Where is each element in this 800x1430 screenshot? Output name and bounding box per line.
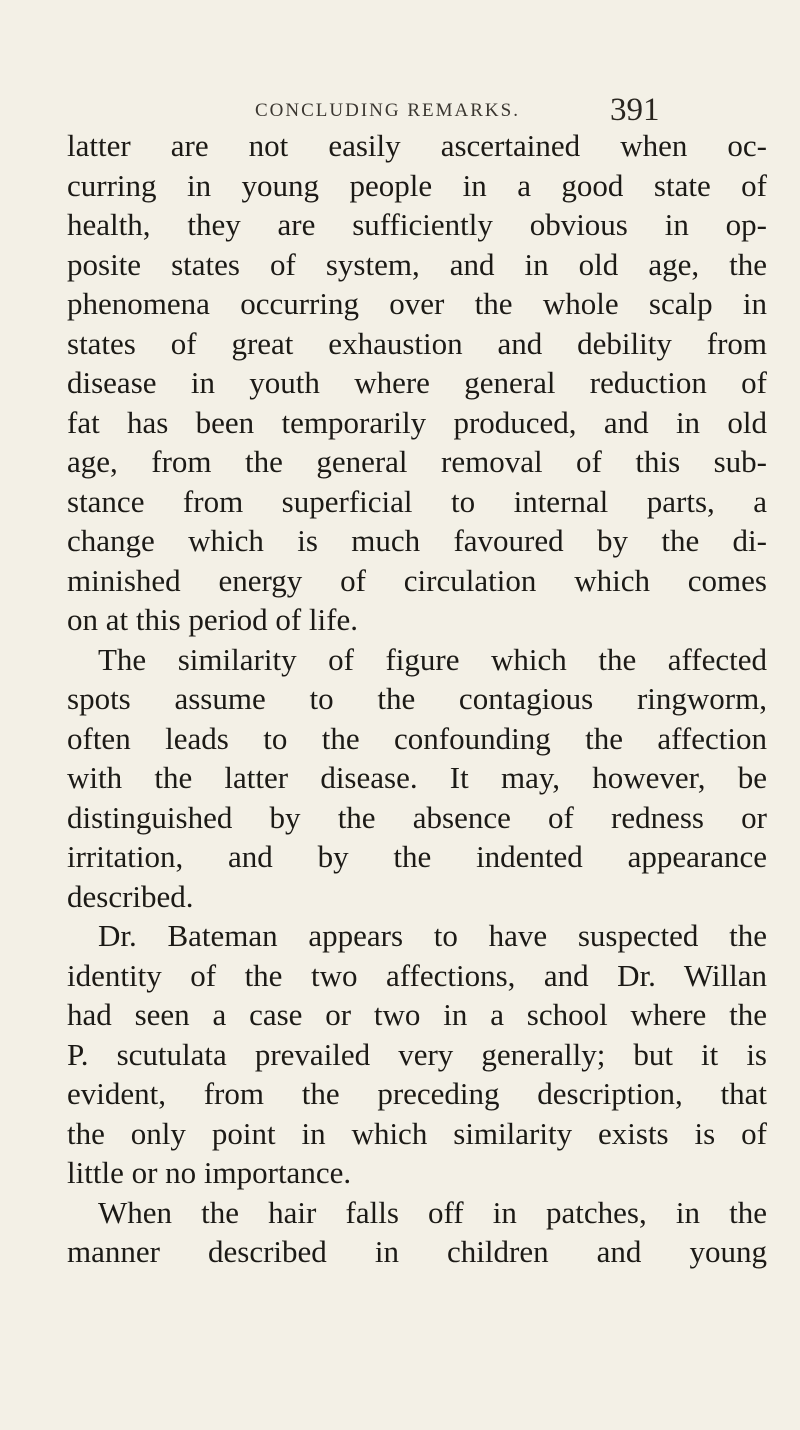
text-line: minished energy of circulation which comes [67, 562, 767, 598]
text-line: irritation, and by the indented appearance [67, 839, 767, 874]
text-line: on at this period of life. [67, 602, 358, 637]
text-line: spots assume to the contagious ringworm, [67, 681, 767, 716]
text-line: had seen a case or two in a school where the [67, 997, 767, 1032]
text-line: fat has been temporarily produced, and in old [67, 404, 767, 440]
text-line: the only point in which similarity exists is of [67, 1115, 767, 1151]
text-line: posite states of system, and in old age, the [67, 246, 767, 282]
running-head: CONCLUDING REMARKS. [255, 100, 520, 121]
page-number: 391 [610, 92, 660, 128]
text-line: evident, from the preceding description, that [67, 1076, 767, 1111]
body-text [67, 126, 767, 1272]
text-line: stance from superficial to internal parts, a [67, 483, 767, 519]
text-line: latter are not easily ascertained when oc- [67, 128, 767, 163]
text-line: health, they are sufficiently obvious in op- [67, 207, 767, 242]
paragraph-start-line: When the hair falls off in patches, in the [98, 1194, 767, 1230]
text-line: often leads to the confounding the affection [67, 720, 767, 756]
text-line: identity of the two affections, and Dr. Willan [67, 957, 767, 993]
paragraph-start-line: The similarity of figure which the affected [98, 641, 767, 677]
text-line: P. scutulata prevailed very generally; but it is [67, 1036, 767, 1072]
text-line: curring in young people in a good state of [67, 167, 767, 203]
text-line: change which is much favoured by the di- [67, 523, 767, 558]
text-line: little or no importance. [67, 1155, 352, 1190]
text-line: disease in youth where general reduction of [67, 365, 767, 400]
text-line: manner described in children and young [67, 1234, 767, 1269]
text-line: age, from the general removal of this sub- [67, 444, 767, 479]
text-line: phenomena occurring over the whole scalp in [67, 286, 767, 321]
paragraph-start-line: Dr. Bateman appears to have suspected the [98, 918, 767, 953]
text-line: states of great exhaustion and debility from [67, 325, 767, 361]
text-line: described. [67, 878, 194, 914]
text-line: distinguished by the absence of redness or [67, 799, 767, 835]
text-line: with the latter disease. It may, however, be [67, 760, 767, 795]
